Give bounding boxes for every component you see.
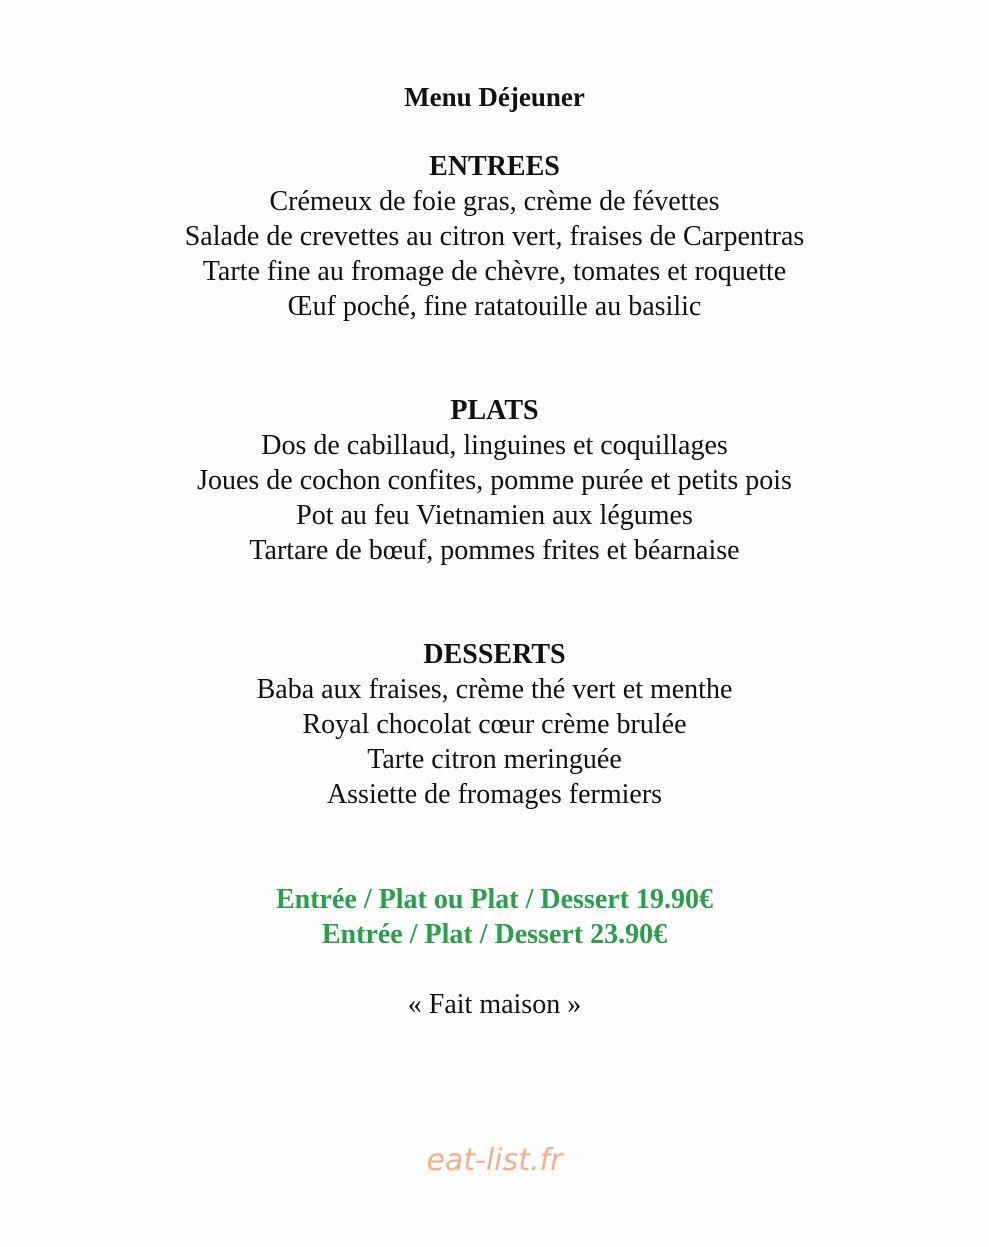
price-line-formula-3: Entrée / Plat / Dessert 23.90€ xyxy=(321,919,668,950)
price-block xyxy=(0,882,989,952)
section-desserts xyxy=(0,638,989,812)
menu-item: Assiette de fromages fermiers xyxy=(326,779,663,810)
section-entrees xyxy=(0,150,989,324)
menu-item: Pot au feu Vietnamien aux légumes xyxy=(296,500,693,531)
menu-item: Baba aux fraises, crème thé vert et menthe xyxy=(256,674,733,705)
menu-item: Tarte citron meringuée xyxy=(367,744,622,775)
menu-item: Crémeux de foie gras, crème de févettes xyxy=(269,186,720,217)
menu-item: Tartare de bœuf, pommes frites et béarnaise xyxy=(249,535,740,566)
section-heading-entrees: ENTREES xyxy=(429,151,560,182)
fait-maison-note: « Fait maison » xyxy=(407,989,582,1020)
section-heading-desserts: DESSERTS xyxy=(423,639,566,670)
menu-title: Menu Déjeuner xyxy=(404,82,585,112)
section-plats xyxy=(0,394,989,568)
menu-item: Salade de crevettes au citron vert, fraises de Carpentras xyxy=(184,221,805,252)
menu-item: Joues de cochon confites, pomme purée et petits pois xyxy=(197,465,792,496)
menu-item: Royal chocolat cœur crème brulée xyxy=(302,709,687,740)
menu-item: Tarte fine au fromage de chèvre, tomates et roquette xyxy=(202,256,787,287)
watermark-text: eat-list.fr xyxy=(426,1143,563,1178)
menu-item: Œuf poché, fine ratatouille au basilic xyxy=(287,291,702,322)
menu-item: Dos de cabillaud, linguines et coquillages xyxy=(261,430,728,461)
section-heading-plats: PLATS xyxy=(450,395,539,426)
price-line-formula-2: Entrée / Plat ou Plat / Dessert 19.90€ xyxy=(275,884,714,915)
